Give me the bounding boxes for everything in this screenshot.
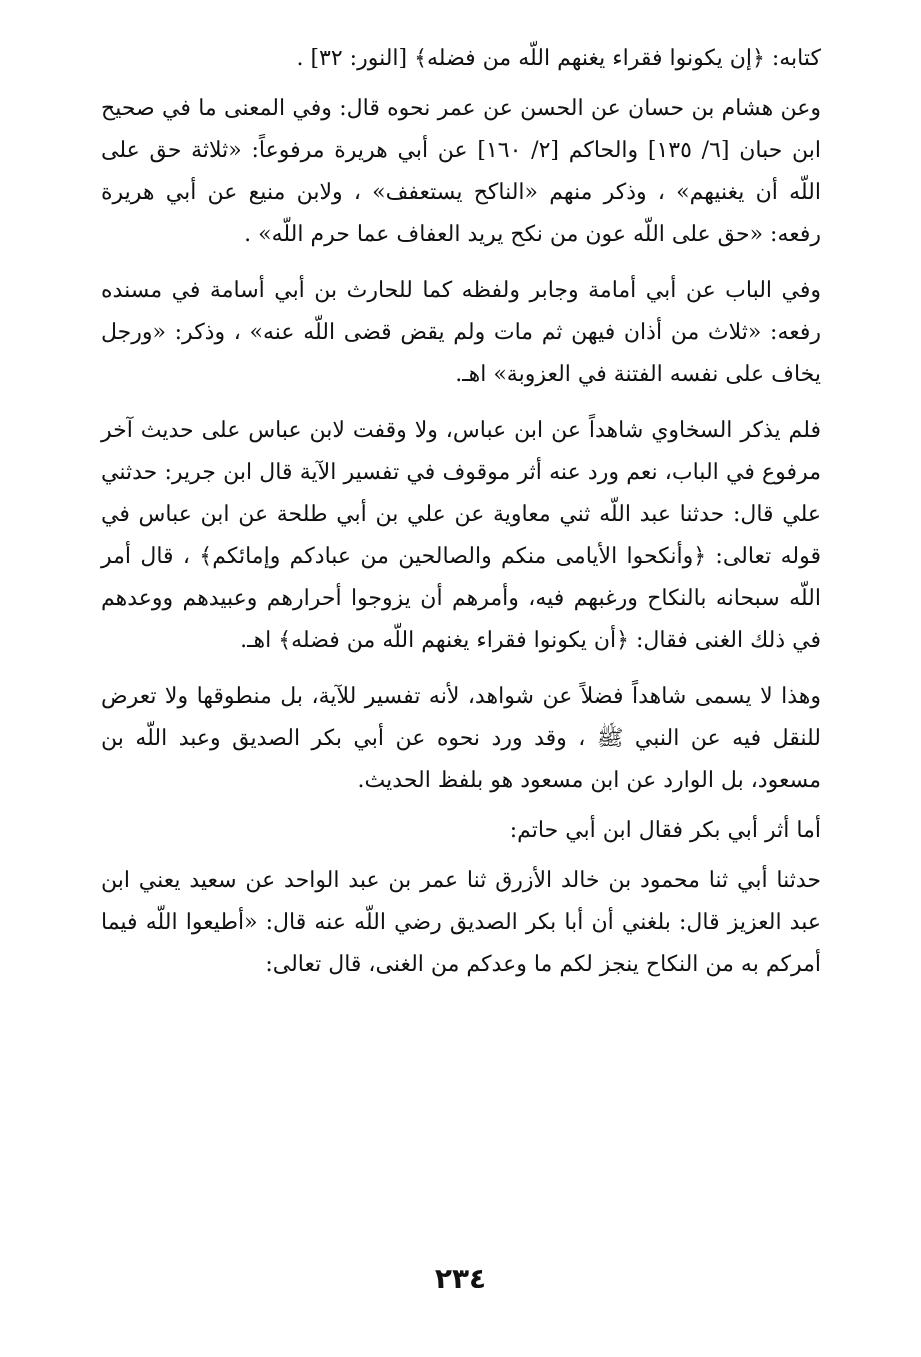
page-number: ٢٣٤ bbox=[434, 1262, 487, 1295]
paragraph-4: فلم يذكر السخاوي شاهداً عن ابن عباس، ولا وقفت لابن عباس على حديث آخر مرفوع في الباب، نعم ورد عنه أثر موقوف في تفسير الآية قال ابن جرير: حدثني علي قال: حدثنا عبد اللّه ثني معاوية عن علي بن أبي طلحة عن ابن عباس في قوله تعالى: ﴿وأنكحوا الأيامى منكم والصالحين من عبادكم وإمائكم﴾ ، قال أمر اللّه سبحانه بالنكاح ورغبهم فيه، وأمرهم أن يزوجوا أحرارهم وعبيدهم ووعدهم في ذلك الغنى فقال: ﴿أن يكونوا فقراء يغنهم اللّه من فضله﴾ اهـ. bbox=[101, 418, 821, 653]
paragraph-5: وهذا لا يسمى شاهداً فضلاً عن شواهد، لأنه تفسير للآية، بل منطوقها ولا تعرض للنقل فيه عن النبي ﷺ ، وقد ورد نحوه عن أبي بكر الصديق وعبد اللّه بن مسعود، بل الوارد عن ابن مسعود هو بلفظ الحديث. bbox=[101, 684, 821, 793]
paragraph-7: حدثنا أبي ثنا محمود بن خالد الأزرق ثنا عمر بن عبد الواحد عن سعيد يعني ابن عبد العزيز قال: بلغني أن أبا بكر الصديق رضي اللّه عنه قال: «أطيعوا اللّه فيما أمركم به من النكاح ينجز لكم ما وعدكم من الغنى، قال تعالى: bbox=[101, 868, 821, 977]
paragraph-1: كتابه: ﴿إن يكونوا فقراء يغنهم اللّه من فضله﴾ [النور: ٣٢] . bbox=[296, 46, 821, 71]
paragraph-3: وفي الباب عن أبي أمامة وجابر ولفظه كما للحارث بن أبي أسامة في مسنده رفعه: «ثلاث من أذان فيهن ثم مات ولم يقض قضى اللّه عنه» ، وذكر: «ورجل يخاف على نفسه الفتنة في العزوبة» اهـ. bbox=[101, 278, 821, 387]
page-body bbox=[101, 38, 821, 1000]
paragraph-2: وعن هشام بن حسان عن الحسن عن عمر نحوه قال: وفي المعنى ما في صحيح ابن حبان [٦/ ١٣٥] والحاكم [٢/ ١٦٠] عن أبي هريرة مرفوعاً: «ثلاثة حق على اللّه أن يغنيهم» ، وذكر منهم «الناكح يستعفف» ، ولابن منيع عن أبي هريرة رفعه: «حق على اللّه عون من نكح يريد العفاف عما حرم اللّه» . bbox=[101, 96, 822, 247]
paragraph-6: أما أثر أبي بكر فقال ابن أبي حاتم: bbox=[509, 818, 821, 843]
